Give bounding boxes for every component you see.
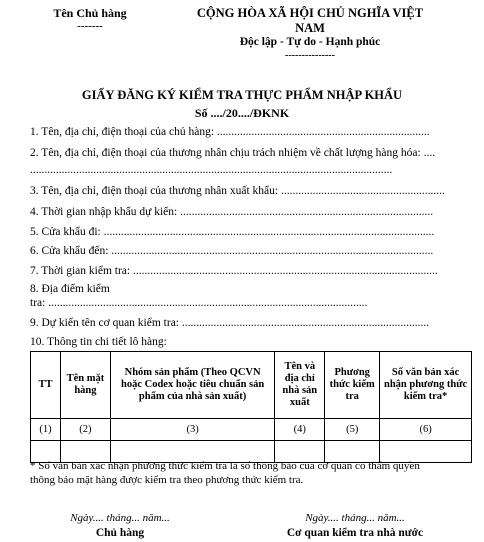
motto-divider: --------------- <box>285 50 335 61</box>
header-inspection-method: Phương thức kiểm tra <box>325 352 380 419</box>
owner-name-divider: ------- <box>77 20 103 32</box>
field-owner-info: 1. Tên, địa chỉ, điện thoại của chủ hàng: .......................................................................... <box>30 126 430 138</box>
agency-signature-role: Cơ quan kiểm tra nhà nước <box>286 527 424 539</box>
owner-name-heading: Tên Chủ hàng <box>53 6 127 20</box>
col-number-3: (3) <box>110 419 274 441</box>
document-number: Số ..../20..../ĐKNK <box>194 106 290 120</box>
field-inspection-location-continued: tra: ............................................................................................................... <box>30 297 368 309</box>
col-number-1: (1) <box>31 419 61 441</box>
col-number-4: (4) <box>275 419 325 441</box>
field-inspection-location: 8. Địa điểm kiểm <box>30 283 110 295</box>
header-manufacturer: Tên và địa chỉ nhà sản xuất <box>275 352 325 419</box>
owner-signature-role: Chủ hàng <box>95 527 145 539</box>
header-product-group: Nhóm sản phẩm (Theo QCVN hoặc Codex hoặc tiêu chuẩn sản phẩm của nhà sản xuất) <box>110 352 274 419</box>
field-responsible-trader: 2. Tên, địa chỉ, điện thoại của thương nhân chịu trách nhiệm về chất lượng hàng hóa: .... <box>30 147 436 159</box>
field-departure-gate: 5. Cửa khẩu đi: ................................................................................................................... <box>30 226 435 238</box>
country-name-line2: NAM <box>295 21 325 35</box>
owner-signature-date: Ngày.... tháng... năm... <box>70 512 170 524</box>
table-header-row <box>31 352 472 419</box>
shipment-table <box>30 351 472 463</box>
agency-signature-date: Ngày.... tháng... năm... <box>305 512 405 524</box>
col-number-2: (2) <box>60 419 110 441</box>
col-number-6: (6) <box>380 419 472 441</box>
field-shipment-details: 10. Thông tin chi tiết lô hàng: <box>30 336 167 348</box>
field-exporter-info: 3. Tên, địa chỉ, điện thoại của thương nhân xuất khẩu: ......................................................... <box>30 185 445 197</box>
header-confirmation-number: Số văn bản xác nhận phương thức kiểm tra* <box>380 352 472 419</box>
document-title: GIẤY ĐĂNG KÝ KIỂM TRA THỰC PHẨM NHẬP KHẨU <box>81 88 403 102</box>
footnote-line1: * Số văn bản xác nhận phương thức kiểm tra là số thông báo của cơ quan có thẩm quyền <box>30 460 420 472</box>
table-row <box>31 419 472 441</box>
field-inspection-agency: 9. Dự kiến tên cơ quan kiểm tra: ...................................................................................... <box>30 317 430 329</box>
field-arrival-gate: 6. Cửa khẩu đến: ................................................................................................................ <box>30 245 434 257</box>
national-motto: Độc lập - Tự do - Hạnh phúc <box>239 36 381 48</box>
country-name-line1: CỘNG HÒA XÃ HỘI CHỦ NGHĨA VIỆT <box>196 6 424 20</box>
footnote-line2: thông báo mặt hàng được kiểm tra theo phương thức kiểm tra. <box>30 474 304 486</box>
field-inspection-time: 7. Thời gian kiểm tra: .......................................................................................................... <box>30 265 438 277</box>
col-number-5: (5) <box>325 419 380 441</box>
field-responsible-trader-continued: .............................................................................................................................. <box>30 164 393 176</box>
header-tt: TT <box>31 352 61 419</box>
field-import-time: 4. Thời gian nhập khẩu dự kiến: ........................................................................................ <box>30 206 434 218</box>
header-item-name: Tên mặt hàng <box>60 352 110 419</box>
